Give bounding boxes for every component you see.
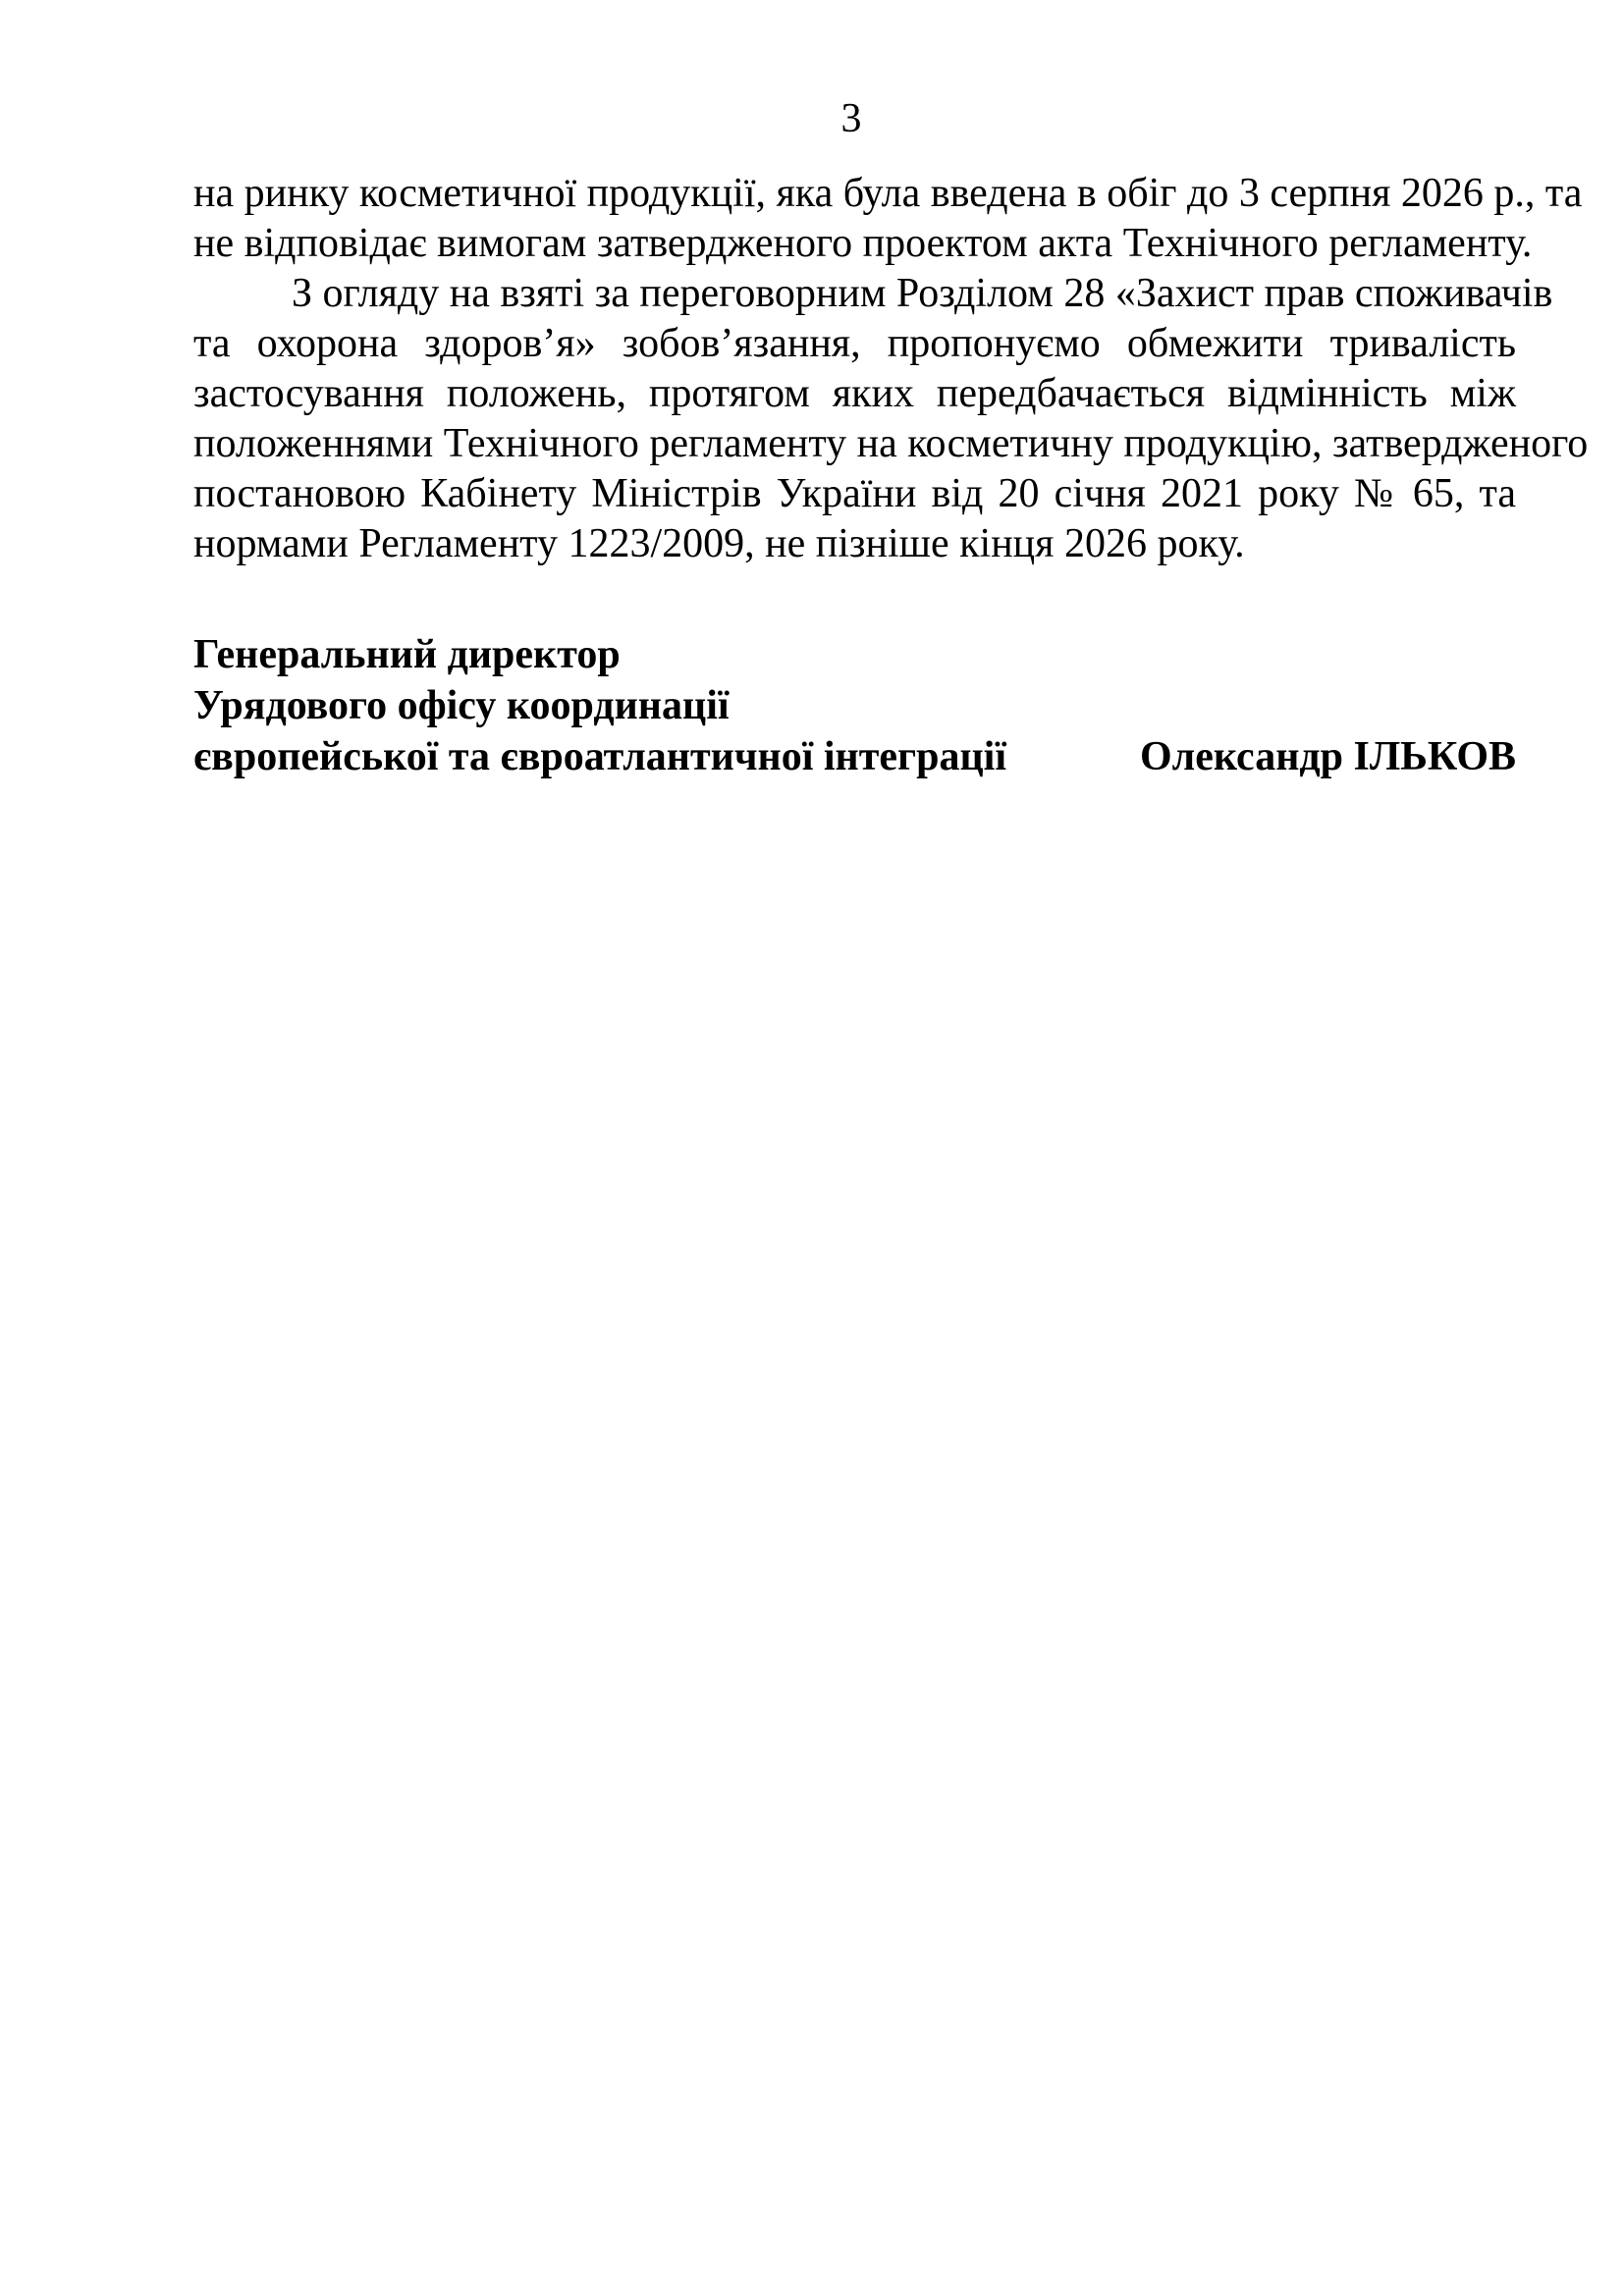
text-line: та охорона здоров’я» зобов’язання, пропонуємо обмежити тривалість	[193, 321, 1516, 366]
body-text	[193, 169, 1589, 569]
signature-row	[193, 731, 1516, 782]
text-line: на ринку косметичної продукції, яка була введена в обіг до 3 серпня 2026 р., та	[193, 171, 1583, 216]
signatory-name: Олександр ІЛЬКОВ	[1140, 734, 1516, 779]
text-line: не відповідає вимогам затвердженого проектом акта Технічного регламенту.	[193, 221, 1533, 266]
text-line: застосування положень, протягом яких передбачається відмінність між	[193, 371, 1516, 416]
signatory-position: Генеральний директор	[193, 632, 621, 677]
paragraph-proposal	[193, 269, 1589, 569]
text-line: постановою Кабінету Міністрів України від 20 січня 2021 року № 65, та	[193, 471, 1516, 516]
page-number: 3	[840, 96, 862, 141]
signatory-position: Урядового офісу координації	[193, 683, 730, 728]
signature-block	[193, 629, 1516, 782]
text-line: положеннями Технічного регламенту на косметичну продукцію, затвердженого	[193, 421, 1589, 466]
paragraph-continuation	[193, 169, 1583, 269]
signatory-position: європейської та євроатлантичної інтеграції	[193, 734, 1006, 779]
text-line: нормами Регламенту 1223/2009, не пізніше кінця 2026 року.	[193, 521, 1245, 566]
text-line: З огляду на взяті за переговорним Розділом 28 «Захист прав споживачів	[292, 271, 1553, 316]
